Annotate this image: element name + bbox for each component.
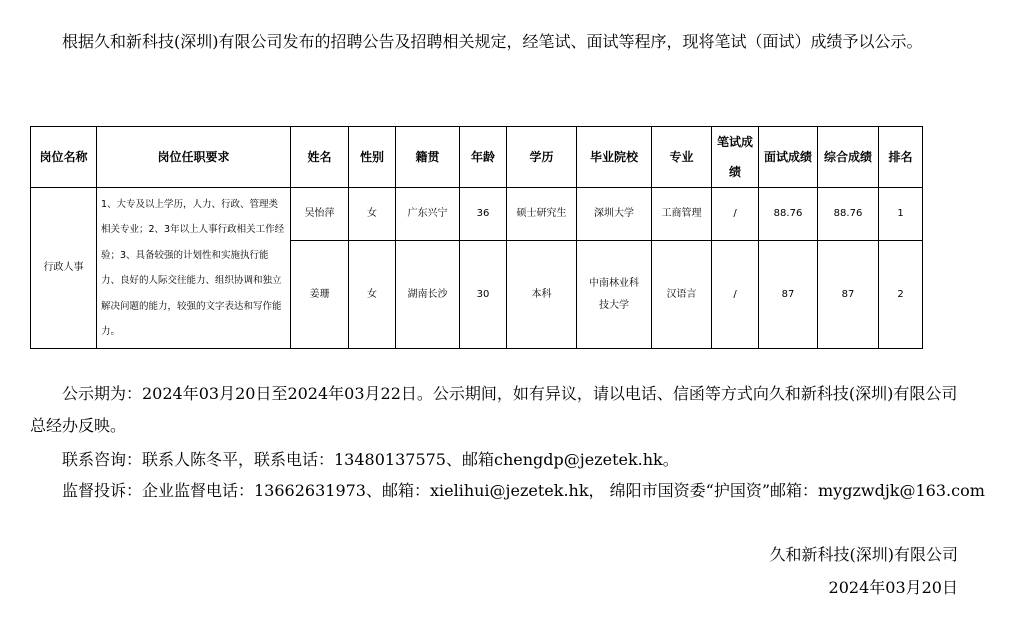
header-position: 岗位名称 bbox=[31, 127, 97, 188]
results-table bbox=[30, 126, 923, 349]
written-score-cell: / bbox=[712, 241, 759, 349]
header-origin: 籍贯 bbox=[396, 127, 460, 188]
name-cell: 姜珊 bbox=[291, 241, 349, 349]
header-total-score: 综合成绩 bbox=[818, 127, 879, 188]
notice-paragraph: 公示期为：2024年03月20日至2024年03月22日。公示期间，如有异议，请以电话、信函等方式向久和新科技(深圳)有限公司 总经办反映。 bbox=[30, 384, 958, 435]
written-score-cell: / bbox=[712, 188, 759, 241]
signature-date: 2024年03月20日 bbox=[828, 578, 958, 597]
header-name: 姓名 bbox=[291, 127, 349, 188]
gender-cell: 女 bbox=[349, 188, 396, 241]
education-cell: 硕士研究生 bbox=[507, 188, 577, 241]
requirements-cell: 1、大专及以上学历，人力、行政、管理类相关专业；2、3年以上人事行政相关工作经验；3、具备较强的计划性和实施执行能力、良好的人际交往能力、组织协调和独立解决问题的能力，较强的文字表达和写作能力。 bbox=[97, 188, 291, 349]
education-cell: 本科 bbox=[507, 241, 577, 349]
major-cell: 工商管理 bbox=[652, 188, 712, 241]
origin-cell: 广东兴宁 bbox=[396, 188, 460, 241]
supervision-line: 监督投诉：企业监督电话：13662631973、邮箱：xielihui@jezetek.hk， 绵阳市国资委“护国资”邮箱：mygzwdjk@163.com bbox=[62, 481, 985, 500]
rank-cell: 2 bbox=[879, 241, 923, 349]
header-interview-score: 面试成绩 bbox=[759, 127, 818, 188]
rank-cell: 1 bbox=[879, 188, 923, 241]
header-gender: 性别 bbox=[349, 127, 396, 188]
total-score-cell: 87 bbox=[818, 241, 879, 349]
name-cell: 吴怡萍 bbox=[291, 188, 349, 241]
age-cell: 30 bbox=[460, 241, 507, 349]
school-cell: 深圳大学 bbox=[577, 188, 652, 241]
school-cell: 中南林业科技大学 bbox=[577, 241, 652, 349]
header-requirements: 岗位任职要求 bbox=[97, 127, 291, 188]
header-age: 年龄 bbox=[460, 127, 507, 188]
signature-company: 久和新科技(深圳)有限公司 bbox=[769, 545, 958, 564]
intro-paragraph: 根据久和新科技(深圳)有限公司发布的招聘公告及招聘相关规定，经笔试、面试等程序，现将笔试（面试）成绩予以公示。 bbox=[62, 32, 923, 51]
age-cell: 36 bbox=[460, 188, 507, 241]
table-row bbox=[31, 188, 923, 241]
position-cell: 行政人事 bbox=[31, 188, 97, 349]
header-school: 毕业院校 bbox=[577, 127, 652, 188]
interview-score-cell: 88.76 bbox=[759, 188, 818, 241]
interview-score-cell: 87 bbox=[759, 241, 818, 349]
contact-line: 联系咨询：联系人陈冬平，联系电话：13480137575、邮箱chengdp@jezetek.hk。 bbox=[62, 450, 679, 469]
header-education: 学历 bbox=[507, 127, 577, 188]
table-header-row bbox=[31, 127, 923, 188]
gender-cell: 女 bbox=[349, 241, 396, 349]
header-major: 专业 bbox=[652, 127, 712, 188]
origin-cell: 湖南长沙 bbox=[396, 241, 460, 349]
major-cell: 汉语言 bbox=[652, 241, 712, 349]
header-written-score: 笔试成绩 bbox=[712, 127, 759, 188]
total-score-cell: 88.76 bbox=[818, 188, 879, 241]
header-rank: 排名 bbox=[879, 127, 923, 188]
